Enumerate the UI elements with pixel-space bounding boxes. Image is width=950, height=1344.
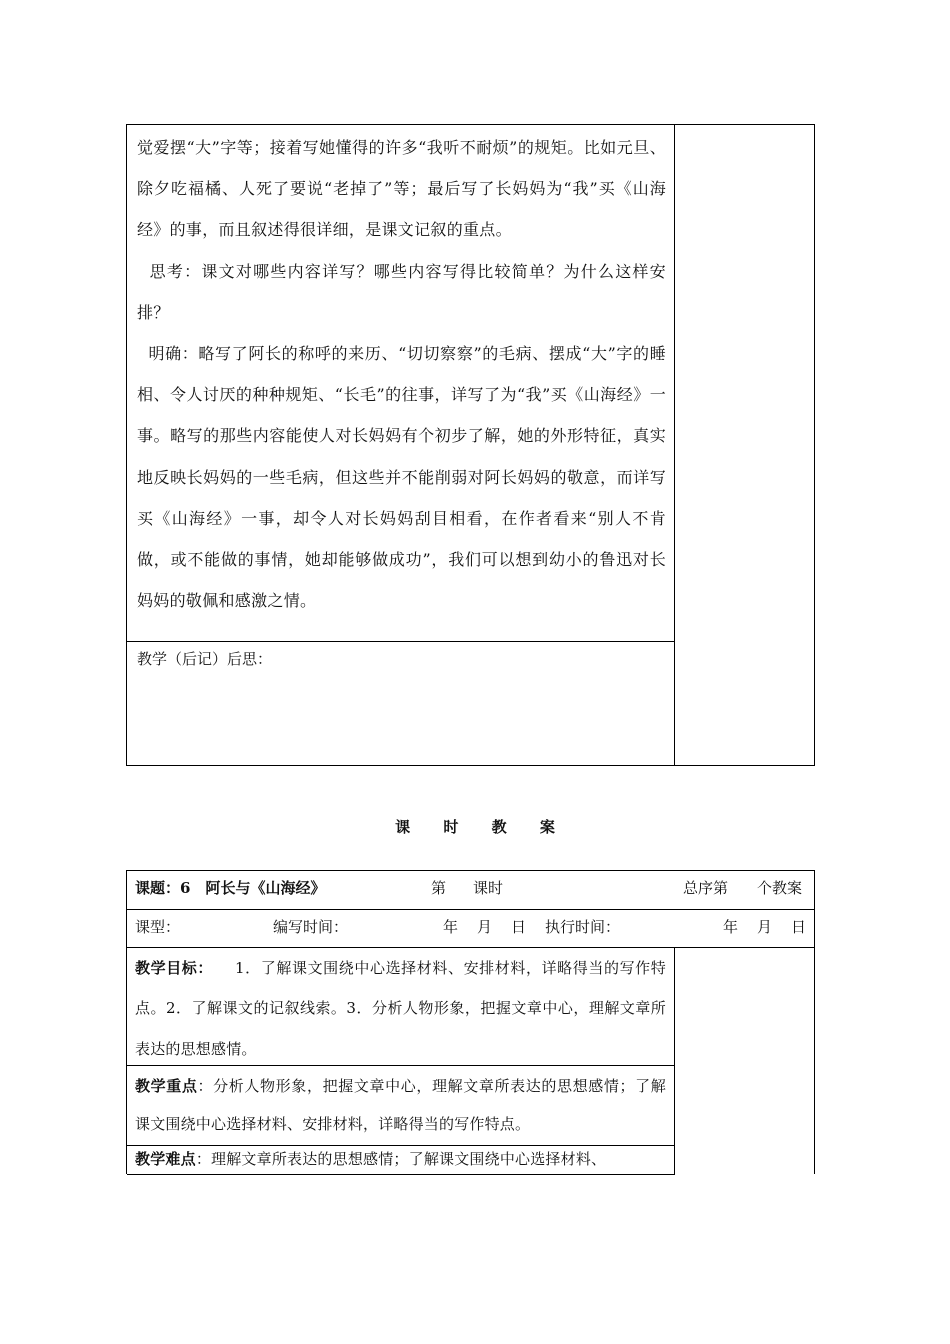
difficulties-cell <box>127 1146 674 1175</box>
notes-paragraph: 明确：略写了阿长的称呼的来历、“切切察察”的毛病、摆成“大”字的睡相、令人讨厌的种种规矩、“长毛”的往事，详写了为“我”买《山海经》一事。略写的那些内容能使人对长妈妈有个初步了解，她的外形特征，真实地反映长妈妈的一些毛病，但这些并不能削弱对阿长妈妈的敬意，而详写买《山海经》一事，却令人对长妈妈刮目相看，在作者看来“别人不肯做，或不能做的事情，她却能够做成功”，我们可以想到幼小的鲁迅对长妈妈的敬佩和感激之情。 <box>137 344 666 611</box>
period-suffix: 课时 <box>473 879 504 897</box>
lesson-notes-column <box>127 125 675 765</box>
exec-year: 年 <box>723 918 739 936</box>
goals-label: 教学目标： <box>135 959 214 977</box>
lesson-plan-table <box>126 870 815 1174</box>
type-label: 课型： <box>135 918 181 936</box>
reflection-label: 教学（后记）后思： <box>137 650 273 668</box>
difficulties-label: 教学难点 <box>135 1150 196 1168</box>
exec-time-label: 执行时间： <box>545 918 621 936</box>
written-month: 月 <box>477 918 493 936</box>
goals-text: 1．了解课文围绕中心选择材料、安排材料，详略得当的写作特点。2．了解课文的记叙线索。3．分析人物形象，把握文章中心，理解文章所表达的思想感情。 <box>135 959 666 1058</box>
exec-month: 月 <box>757 918 773 936</box>
notes-paragraph: 觉爱摆“大”字等；接着写她懂得的许多“我听不耐烦”的规矩。比如元旦、除夕吃福橘、人死了要说“老掉了”等；最后写了长妈妈为“我”买《山海经》的事，而且叙述得很详细，是课文记叙的重点。 <box>137 138 666 240</box>
page-title: 课 时 教 案 <box>395 818 569 836</box>
notes-paragraph: 思考：课文对哪些内容详写？哪些内容写得比较简单？为什么这样安排？ <box>137 261 666 322</box>
written-day: 日 <box>511 918 527 936</box>
teaching-goals-cell <box>127 948 674 1066</box>
reflection-cell <box>127 642 674 766</box>
key-points-label: 教学重点 <box>135 1077 198 1095</box>
lesson-notes-table <box>126 124 815 766</box>
difficulties-text: ：理解文章所表达的思想感情；了解课文围绕中心选择材料、 <box>195 1150 607 1168</box>
header-row-topic <box>127 871 814 910</box>
written-year: 年 <box>443 918 459 936</box>
total-suffix: 个教案 <box>757 879 803 897</box>
header-row-type <box>127 910 814 948</box>
lesson-notes-body <box>127 125 674 642</box>
topic-label: 课题：6 阿长与《山海经》 <box>135 879 326 897</box>
key-points-cell <box>127 1066 674 1146</box>
exec-day: 日 <box>791 918 807 936</box>
key-points-text: ：分析人物形象，把握文章中心，理解文章所表达的思想感情；了解课文围绕中心选择材料、安排材料，详略得当的写作特点。 <box>135 1077 666 1133</box>
total-prefix: 总序第 <box>683 879 729 897</box>
plan-content-column <box>127 948 675 1175</box>
written-time-label: 编写时间： <box>273 918 349 936</box>
period-prefix: 第 <box>431 879 447 897</box>
